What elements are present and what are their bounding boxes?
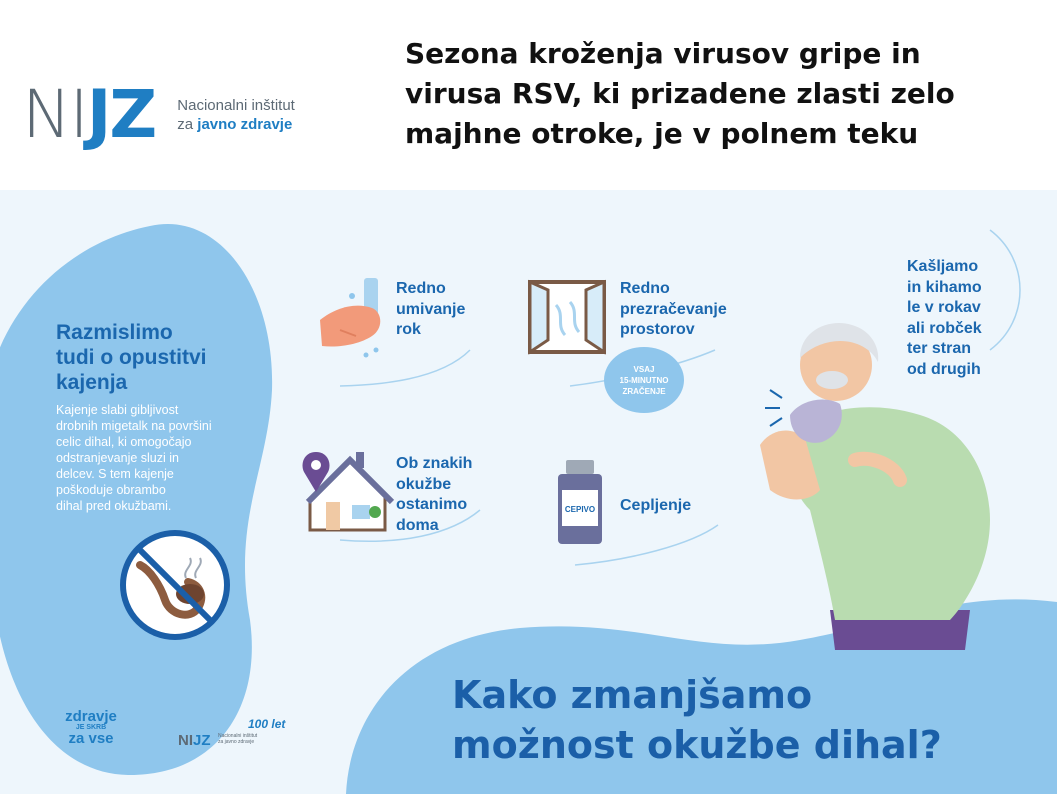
nijz-footer-logo: NIJZ	[178, 732, 211, 749]
slide-title: Sezona kroženja virusov gripe in virusa RSV, ki prizadene zlasti zelo majhne otroke, je v polnem teku	[405, 37, 955, 150]
no-pipe-icon	[123, 533, 227, 637]
tip-stay-home: Ob znakih okužbe ostanimo doma	[396, 455, 473, 534]
header	[0, 0, 1057, 190]
zdravje-je-skrb-logo: zdravje JE SKRB za vse	[65, 708, 117, 747]
tip-vaccination: Cepljenje	[620, 497, 692, 514]
open-window-icon	[530, 282, 604, 352]
ventilation-badge: VSAJ 15-MINUTNO ZRAČENJE	[604, 347, 684, 413]
smoking-body: Kajenje slabi gibljivost drobnih migetalk na površini celic dihal, ki omogočajo odstranjevanje sluzi in delcev. S tem kajenje poškoduje obrambo dihal pred okužbami.	[56, 403, 212, 513]
house-icon	[303, 452, 393, 530]
tip-ventilation: Redno prezračevanje prostorov	[620, 280, 727, 338]
hand-washing-icon	[320, 278, 380, 358]
poster-question: Kako zmanjšamo možnost okužbe dihal?	[452, 673, 942, 767]
nijz-logo-mark: NIJZ	[22, 76, 156, 153]
infographic-poster	[0, 190, 1057, 794]
anniversary-mark: 100 let	[248, 717, 286, 731]
nijz-logo-text: Nacionalni inštitut za javno zdravje	[177, 97, 295, 133]
smoking-heading: Razmislimo tudi o opustitvi kajenja	[56, 321, 207, 394]
tip-handwashing: Redno umivanje rok	[396, 280, 466, 338]
nijz-footer-logo-text: Nacionalni inštitut za javno zdravje	[218, 733, 258, 745]
vial-label: CEPIVO	[564, 505, 596, 514]
vaccine-vial-icon	[558, 460, 602, 544]
nijz-logo[interactable]	[22, 76, 295, 153]
tip-cough: Kašljamo in kihamo le v rokav ali robček ter stran od drugih	[907, 258, 982, 378]
